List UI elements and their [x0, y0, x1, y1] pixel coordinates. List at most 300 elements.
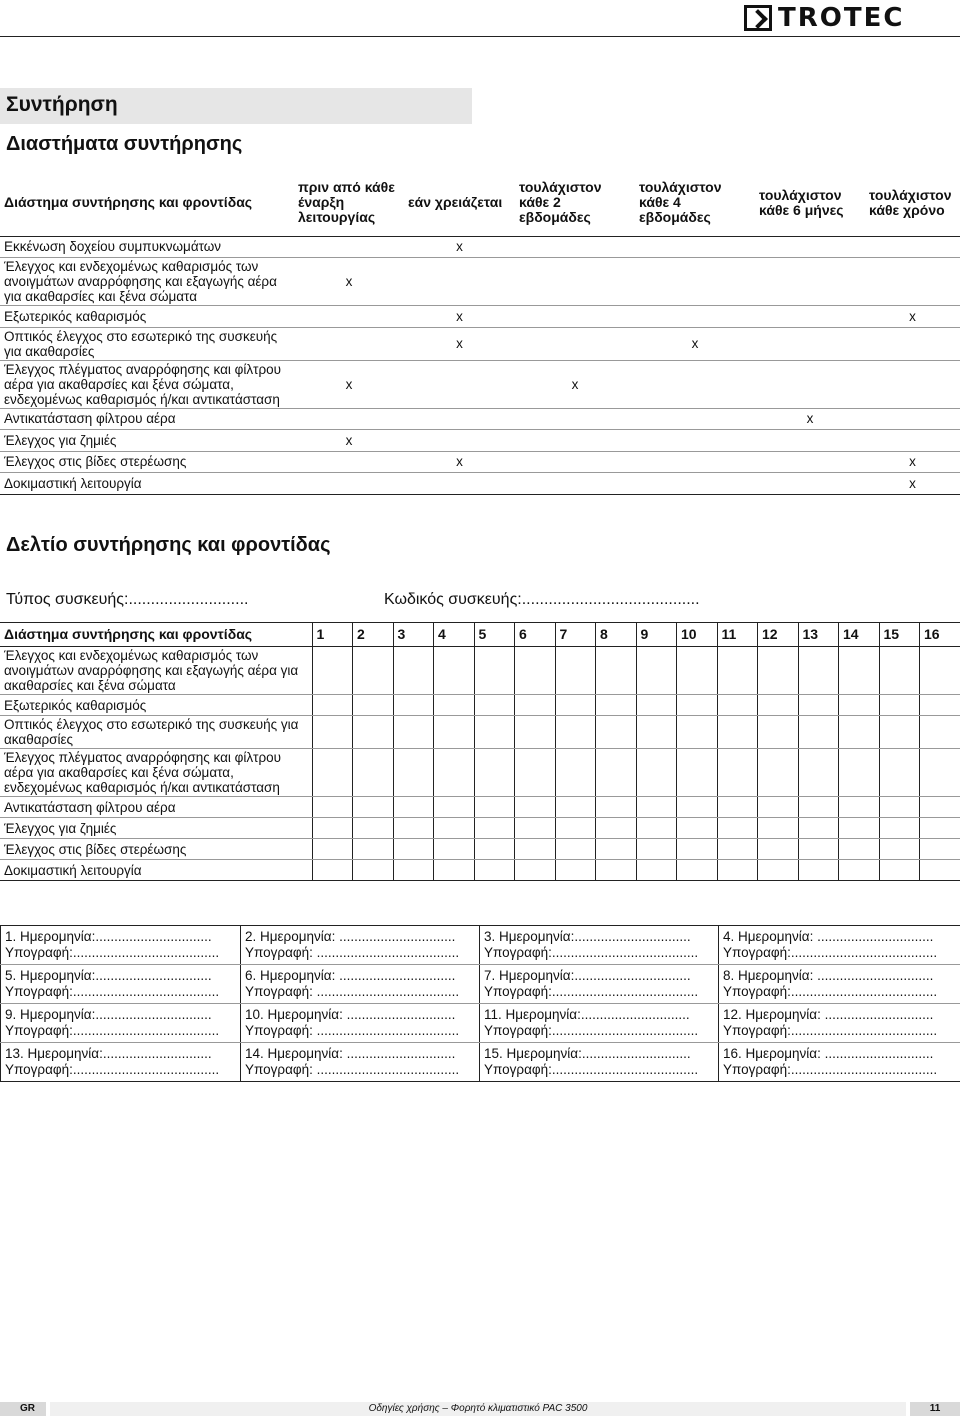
- interval-cell: [635, 236, 755, 258]
- signature-cell: [480, 926, 719, 965]
- interval-cell: [294, 451, 404, 473]
- date-field: 2. Ημερομηνία: ...............................: [245, 929, 456, 944]
- interval-mark: x: [635, 327, 755, 360]
- log-check-cell: [353, 749, 394, 797]
- table-row: [0, 258, 960, 306]
- log-check-cell: [515, 695, 556, 716]
- logo-chevron-icon: [744, 5, 772, 31]
- maintenance-intervals-table: [0, 170, 960, 495]
- signature-cell: [1, 926, 241, 965]
- signature-cell: [480, 1004, 719, 1043]
- interval-cell: [755, 360, 865, 408]
- interval-cell: [635, 258, 755, 306]
- log-check-cell: [920, 647, 960, 695]
- interval-cell: [515, 236, 635, 258]
- log-check-cell: [920, 749, 960, 797]
- log-check-cell: [920, 839, 960, 860]
- log-check-cell: [596, 839, 637, 860]
- interval-cell: [865, 236, 960, 258]
- task-label: Έλεγχος για ζημιές: [0, 430, 294, 452]
- log-check-cell: [596, 860, 637, 881]
- table-row: [0, 451, 960, 473]
- log-header-row: [0, 623, 960, 647]
- interval-mark: x: [404, 451, 515, 473]
- interval-cell: [515, 327, 635, 360]
- log-check-cell: [515, 797, 556, 818]
- log-check-cell: [879, 716, 920, 749]
- date-field: 13. Ημερομηνία:.............................: [5, 1046, 212, 1061]
- log-check-cell: [515, 839, 556, 860]
- log-check-cell: [839, 647, 880, 695]
- log-check-cell: [474, 839, 515, 860]
- signature-cell: [719, 1004, 960, 1043]
- log-task-label: Οπτικός έλεγχος στο εσωτερικό της συσκευής για ακαθαρσίες: [0, 716, 312, 749]
- interval-mark: x: [294, 430, 404, 452]
- log-task-label: Έλεγχος στις βίδες στερέωσης: [0, 839, 312, 860]
- footer-language: GR: [0, 1402, 46, 1416]
- signature-field: Υπογραφή: ......................................: [245, 1062, 460, 1077]
- log-check-cell: [596, 647, 637, 695]
- log-column-number: 9: [636, 623, 677, 647]
- log-check-cell: [677, 860, 718, 881]
- interval-cell: [635, 360, 755, 408]
- log-check-cell: [798, 860, 839, 881]
- log-check-cell: [636, 839, 677, 860]
- log-check-cell: [920, 818, 960, 839]
- log-header-label: Διάστημα συντήρησης και φροντίδας: [0, 623, 312, 647]
- log-check-cell: [353, 716, 394, 749]
- log-check-cell: [353, 647, 394, 695]
- task-label: Έλεγχος στις βίδες στερέωσης: [0, 451, 294, 473]
- interval-column-header: τουλάχιστον κάθε 6 μήνες: [755, 170, 865, 236]
- log-column-number: 7: [555, 623, 596, 647]
- table-row: [1, 1004, 960, 1043]
- interval-cell: [404, 473, 515, 495]
- date-field: 3. Ημερομηνία:...............................: [484, 929, 691, 944]
- log-check-cell: [798, 695, 839, 716]
- log-check-cell: [839, 749, 880, 797]
- log-column-number: 3: [393, 623, 434, 647]
- log-check-cell: [596, 749, 637, 797]
- log-check-cell: [312, 818, 353, 839]
- interval-mark: x: [755, 408, 865, 430]
- interval-cell: [404, 408, 515, 430]
- interval-cell: [755, 473, 865, 495]
- log-check-cell: [434, 647, 475, 695]
- intervals-header-row: [0, 170, 960, 236]
- intervals-header-label: Διάστημα συντήρησης και φροντίδας: [0, 170, 294, 236]
- log-check-cell: [555, 797, 596, 818]
- log-check-cell: [677, 647, 718, 695]
- log-task-label: Δοκιμαστική λειτουργία: [0, 860, 312, 881]
- table-row: [1, 926, 960, 965]
- signature-field: Υπογραφή: ......................................: [245, 984, 460, 999]
- date-field: 9. Ημερομηνία:...............................: [5, 1007, 212, 1022]
- log-check-cell: [717, 749, 758, 797]
- signature-cell: [480, 1043, 719, 1082]
- table-row: [0, 716, 960, 749]
- log-check-cell: [393, 797, 434, 818]
- date-field: 1. Ημερομηνία:...............................: [5, 929, 212, 944]
- signature-field: Υπογραφή: ......................................: [245, 1023, 460, 1038]
- table-row: [0, 360, 960, 408]
- interval-cell: [515, 306, 635, 328]
- log-check-cell: [312, 749, 353, 797]
- log-check-cell: [393, 695, 434, 716]
- log-check-cell: [798, 797, 839, 818]
- log-column-number: 14: [839, 623, 880, 647]
- log-check-cell: [393, 818, 434, 839]
- signature-cell: [719, 965, 960, 1004]
- log-check-cell: [636, 647, 677, 695]
- log-check-cell: [839, 716, 880, 749]
- log-task-label: Αντικατάσταση φίλτρου αέρα: [0, 797, 312, 818]
- log-column-number: 4: [434, 623, 475, 647]
- log-check-cell: [839, 695, 880, 716]
- task-label: Εξωτερικός καθαρισμός: [0, 306, 294, 328]
- log-check-cell: [474, 695, 515, 716]
- device-code-field: Κωδικός συσκευής:........................................: [384, 591, 700, 608]
- log-check-cell: [353, 797, 394, 818]
- log-check-cell: [636, 749, 677, 797]
- log-task-label: Έλεγχος για ζημιές: [0, 818, 312, 839]
- interval-mark: x: [294, 360, 404, 408]
- interval-cell: [865, 360, 960, 408]
- log-column-number: 8: [596, 623, 637, 647]
- interval-mark: x: [865, 451, 960, 473]
- log-check-cell: [717, 860, 758, 881]
- log-check-cell: [798, 647, 839, 695]
- task-label: Οπτικός έλεγχος στο εσωτερικό της συσκευής για ακαθαρσίες: [0, 327, 294, 360]
- signature-field: Υπογραφή:.......................................: [484, 984, 699, 999]
- interval-cell: [294, 306, 404, 328]
- task-label: Έλεγχος και ενδεχομένως καθαρισμός των ανοιγμάτων αναρρόφησης και εξαγωγής αέρα για ακαθαρσίες και ξένα σώματα: [0, 258, 294, 306]
- log-task-label: Εξωτερικός καθαρισμός: [0, 695, 312, 716]
- interval-mark: x: [404, 327, 515, 360]
- log-check-cell: [555, 716, 596, 749]
- table-row: [0, 749, 960, 797]
- signature-cell: [241, 1043, 480, 1082]
- signature-cell: [719, 926, 960, 965]
- signature-field: Υπογραφή:.......................................: [484, 1062, 699, 1077]
- log-check-cell: [393, 839, 434, 860]
- date-field: 6. Ημερομηνία: ...............................: [245, 968, 456, 983]
- table-row: [0, 408, 960, 430]
- log-check-cell: [353, 860, 394, 881]
- log-check-cell: [555, 818, 596, 839]
- log-check-cell: [879, 749, 920, 797]
- log-check-cell: [555, 749, 596, 797]
- interval-column-header: πριν από κάθε έναρξη λειτουργίας: [294, 170, 404, 236]
- log-check-cell: [879, 818, 920, 839]
- log-check-cell: [677, 839, 718, 860]
- interval-column-header: τουλάχιστον κάθε χρόνο: [865, 170, 960, 236]
- log-check-cell: [879, 797, 920, 818]
- log-check-cell: [474, 716, 515, 749]
- signature-field: Υπογραφή:.......................................: [723, 1062, 938, 1077]
- interval-cell: [865, 408, 960, 430]
- interval-cell: [635, 473, 755, 495]
- log-check-cell: [393, 860, 434, 881]
- signature-cell: [480, 965, 719, 1004]
- log-check-cell: [636, 716, 677, 749]
- signature-field: Υπογραφή: ......................................: [245, 945, 460, 960]
- signature-cell: [241, 965, 480, 1004]
- interval-column-header: τουλάχιστον κάθε 2 εβδομάδες: [515, 170, 635, 236]
- interval-cell: [755, 258, 865, 306]
- log-check-cell: [474, 797, 515, 818]
- interval-cell: [294, 236, 404, 258]
- log-check-cell: [555, 647, 596, 695]
- log-check-cell: [636, 818, 677, 839]
- log-check-cell: [515, 749, 556, 797]
- interval-cell: [515, 408, 635, 430]
- signature-cell: [719, 1043, 960, 1082]
- log-check-cell: [312, 647, 353, 695]
- table-row: [1, 1043, 960, 1082]
- interval-cell: [294, 473, 404, 495]
- footer-page-number: 11: [910, 1402, 960, 1416]
- table-row: [0, 327, 960, 360]
- log-check-cell: [636, 797, 677, 818]
- section-title: Συντήρηση: [6, 93, 118, 116]
- interval-cell: [294, 408, 404, 430]
- log-column-number: 16: [920, 623, 960, 647]
- table-row: [0, 430, 960, 452]
- interval-cell: [404, 258, 515, 306]
- signature-cell: [241, 1004, 480, 1043]
- interval-mark: x: [865, 473, 960, 495]
- interval-cell: [404, 360, 515, 408]
- log-check-cell: [474, 647, 515, 695]
- log-check-cell: [474, 749, 515, 797]
- logo-wordmark: TROTEC: [778, 3, 905, 33]
- date-field: 4. Ημερομηνία: ...............................: [723, 929, 934, 944]
- log-check-cell: [677, 716, 718, 749]
- signature-cell: [1, 1043, 241, 1082]
- interval-mark: x: [404, 306, 515, 328]
- interval-cell: [755, 236, 865, 258]
- table-row: [1, 965, 960, 1004]
- log-check-cell: [515, 647, 556, 695]
- log-check-cell: [555, 860, 596, 881]
- signature-cell: [1, 965, 241, 1004]
- trotec-logo: [744, 4, 956, 32]
- table-row: [0, 797, 960, 818]
- date-field: 5. Ημερομηνία:...............................: [5, 968, 212, 983]
- signature-field: Υπογραφή:.......................................: [5, 1023, 220, 1038]
- table-row: [0, 473, 960, 495]
- interval-cell: [515, 258, 635, 306]
- table-row: [0, 839, 960, 860]
- date-field: 12. Ημερομηνία: .............................: [723, 1007, 934, 1022]
- signature-field: Υπογραφή:.......................................: [723, 984, 938, 999]
- signature-field: Υπογραφή:.......................................: [484, 1023, 699, 1038]
- log-check-cell: [758, 695, 799, 716]
- date-field: 10. Ημερομηνία: .............................: [245, 1007, 456, 1022]
- interval-cell: [294, 327, 404, 360]
- log-check-cell: [312, 695, 353, 716]
- log-check-cell: [798, 839, 839, 860]
- table-row: [0, 647, 960, 695]
- log-check-cell: [312, 716, 353, 749]
- interval-column-header: εάν χρειάζεται: [404, 170, 515, 236]
- date-field: 16. Ημερομηνία: .............................: [723, 1046, 934, 1061]
- log-check-cell: [434, 749, 475, 797]
- task-label: Έλεγχος πλέγματος αναρρόφησης και φίλτρου αέρα για ακαθαρσίες και ξένα σώματα, ενδεχομένως καθαρισμός ή/και αντικατάσταση: [0, 360, 294, 408]
- signature-field: Υπογραφή:.......................................: [484, 945, 699, 960]
- log-column-number: 1: [312, 623, 353, 647]
- log-check-cell: [312, 860, 353, 881]
- log-check-cell: [879, 860, 920, 881]
- date-field: 8. Ημερομηνία: ...............................: [723, 968, 934, 983]
- log-check-cell: [474, 860, 515, 881]
- log-check-cell: [798, 716, 839, 749]
- interval-cell: [865, 327, 960, 360]
- table-row: [0, 695, 960, 716]
- log-check-cell: [920, 860, 960, 881]
- header-rule: [0, 36, 960, 37]
- log-check-cell: [920, 716, 960, 749]
- date-field: 15. Ημερομηνία:.............................: [484, 1046, 691, 1061]
- interval-cell: [635, 306, 755, 328]
- interval-cell: [635, 451, 755, 473]
- log-check-cell: [920, 797, 960, 818]
- log-check-cell: [717, 818, 758, 839]
- log-check-cell: [677, 797, 718, 818]
- table-row: [0, 818, 960, 839]
- log-check-cell: [839, 860, 880, 881]
- signature-field: Υπογραφή:.......................................: [5, 945, 220, 960]
- log-check-cell: [758, 797, 799, 818]
- log-column-number: 15: [879, 623, 920, 647]
- log-check-cell: [758, 860, 799, 881]
- log-check-cell: [434, 839, 475, 860]
- log-check-cell: [758, 647, 799, 695]
- log-check-cell: [312, 839, 353, 860]
- log-column-number: 11: [717, 623, 758, 647]
- log-check-cell: [434, 797, 475, 818]
- log-check-cell: [839, 797, 880, 818]
- log-check-cell: [758, 839, 799, 860]
- log-title: Δελτίο συντήρησης και φροντίδας: [6, 534, 331, 556]
- signature-cell: [241, 926, 480, 965]
- interval-cell: [755, 430, 865, 452]
- interval-cell: [515, 473, 635, 495]
- log-check-cell: [515, 818, 556, 839]
- log-check-cell: [555, 695, 596, 716]
- log-check-cell: [798, 818, 839, 839]
- interval-mark: x: [404, 236, 515, 258]
- log-column-number: 5: [474, 623, 515, 647]
- log-check-cell: [717, 839, 758, 860]
- interval-cell: [635, 430, 755, 452]
- log-check-cell: [555, 839, 596, 860]
- log-column-number: 10: [677, 623, 718, 647]
- log-check-cell: [879, 647, 920, 695]
- log-check-cell: [677, 818, 718, 839]
- log-column-number: 6: [515, 623, 556, 647]
- log-check-cell: [434, 860, 475, 881]
- interval-column-header: τουλάχιστον κάθε 4 εβδομάδες: [635, 170, 755, 236]
- interval-mark: x: [865, 306, 960, 328]
- log-check-cell: [393, 716, 434, 749]
- interval-cell: [515, 451, 635, 473]
- interval-mark: x: [515, 360, 635, 408]
- log-check-cell: [717, 797, 758, 818]
- maintenance-log-table: [0, 622, 960, 881]
- log-check-cell: [353, 695, 394, 716]
- signature-field: Υπογραφή:.......................................: [723, 945, 938, 960]
- log-check-cell: [474, 818, 515, 839]
- log-check-cell: [677, 749, 718, 797]
- log-check-cell: [798, 749, 839, 797]
- log-check-cell: [596, 695, 637, 716]
- signature-table: [0, 925, 960, 1082]
- interval-mark: x: [294, 258, 404, 306]
- interval-cell: [865, 258, 960, 306]
- log-task-label: Έλεγχος και ενδεχομένως καθαρισμός των ανοιγμάτων αναρρόφησης και εξαγωγής αέρα για ακαθαρσίες και ξένα σώματα: [0, 647, 312, 695]
- date-field: 14. Ημερομηνία: .............................: [245, 1046, 456, 1061]
- page-footer: [0, 1402, 960, 1416]
- log-check-cell: [434, 818, 475, 839]
- signature-field: Υπογραφή:.......................................: [723, 1023, 938, 1038]
- date-field: 7. Ημερομηνία:...............................: [484, 968, 691, 983]
- log-check-cell: [758, 716, 799, 749]
- log-check-cell: [677, 695, 718, 716]
- task-label: Εκκένωση δοχείου συμπυκνωμάτων: [0, 236, 294, 258]
- signature-cell: [1, 1004, 241, 1043]
- log-check-cell: [879, 695, 920, 716]
- table-row: [0, 306, 960, 328]
- date-field: 11. Ημερομηνία:.............................: [484, 1007, 690, 1022]
- table-row: [0, 236, 960, 258]
- signature-field: Υπογραφή:.......................................: [5, 984, 220, 999]
- log-check-cell: [758, 818, 799, 839]
- log-check-cell: [312, 797, 353, 818]
- log-check-cell: [636, 860, 677, 881]
- footer-document-title: Οδηγίες χρήσης – Φορητό κλιματιστικό PAC 3500: [50, 1402, 906, 1416]
- log-column-number: 12: [758, 623, 799, 647]
- log-check-cell: [839, 839, 880, 860]
- log-check-cell: [393, 749, 434, 797]
- log-column-number: 2: [353, 623, 394, 647]
- log-task-label: Έλεγχος πλέγματος αναρρόφησης και φίλτρου αέρα για ακαθαρσίες και ξένα σώματα, ενδεχομένως καθαρισμός ή/και αντικατάσταση: [0, 749, 312, 797]
- interval-cell: [755, 451, 865, 473]
- log-check-cell: [515, 716, 556, 749]
- log-check-cell: [717, 647, 758, 695]
- log-check-cell: [515, 860, 556, 881]
- log-check-cell: [353, 818, 394, 839]
- log-column-number: 13: [798, 623, 839, 647]
- log-check-cell: [596, 818, 637, 839]
- task-label: Δοκιμαστική λειτουργία: [0, 473, 294, 495]
- log-check-cell: [717, 716, 758, 749]
- log-check-cell: [393, 647, 434, 695]
- log-check-cell: [353, 839, 394, 860]
- log-check-cell: [596, 716, 637, 749]
- log-check-cell: [920, 695, 960, 716]
- log-check-cell: [596, 797, 637, 818]
- log-check-cell: [839, 818, 880, 839]
- intervals-title: Διαστήματα συντήρησης: [6, 133, 243, 155]
- table-row: [0, 860, 960, 881]
- interval-cell: [404, 430, 515, 452]
- log-check-cell: [636, 695, 677, 716]
- interval-cell: [755, 306, 865, 328]
- log-check-cell: [879, 839, 920, 860]
- task-label: Αντικατάσταση φίλτρου αέρα: [0, 408, 294, 430]
